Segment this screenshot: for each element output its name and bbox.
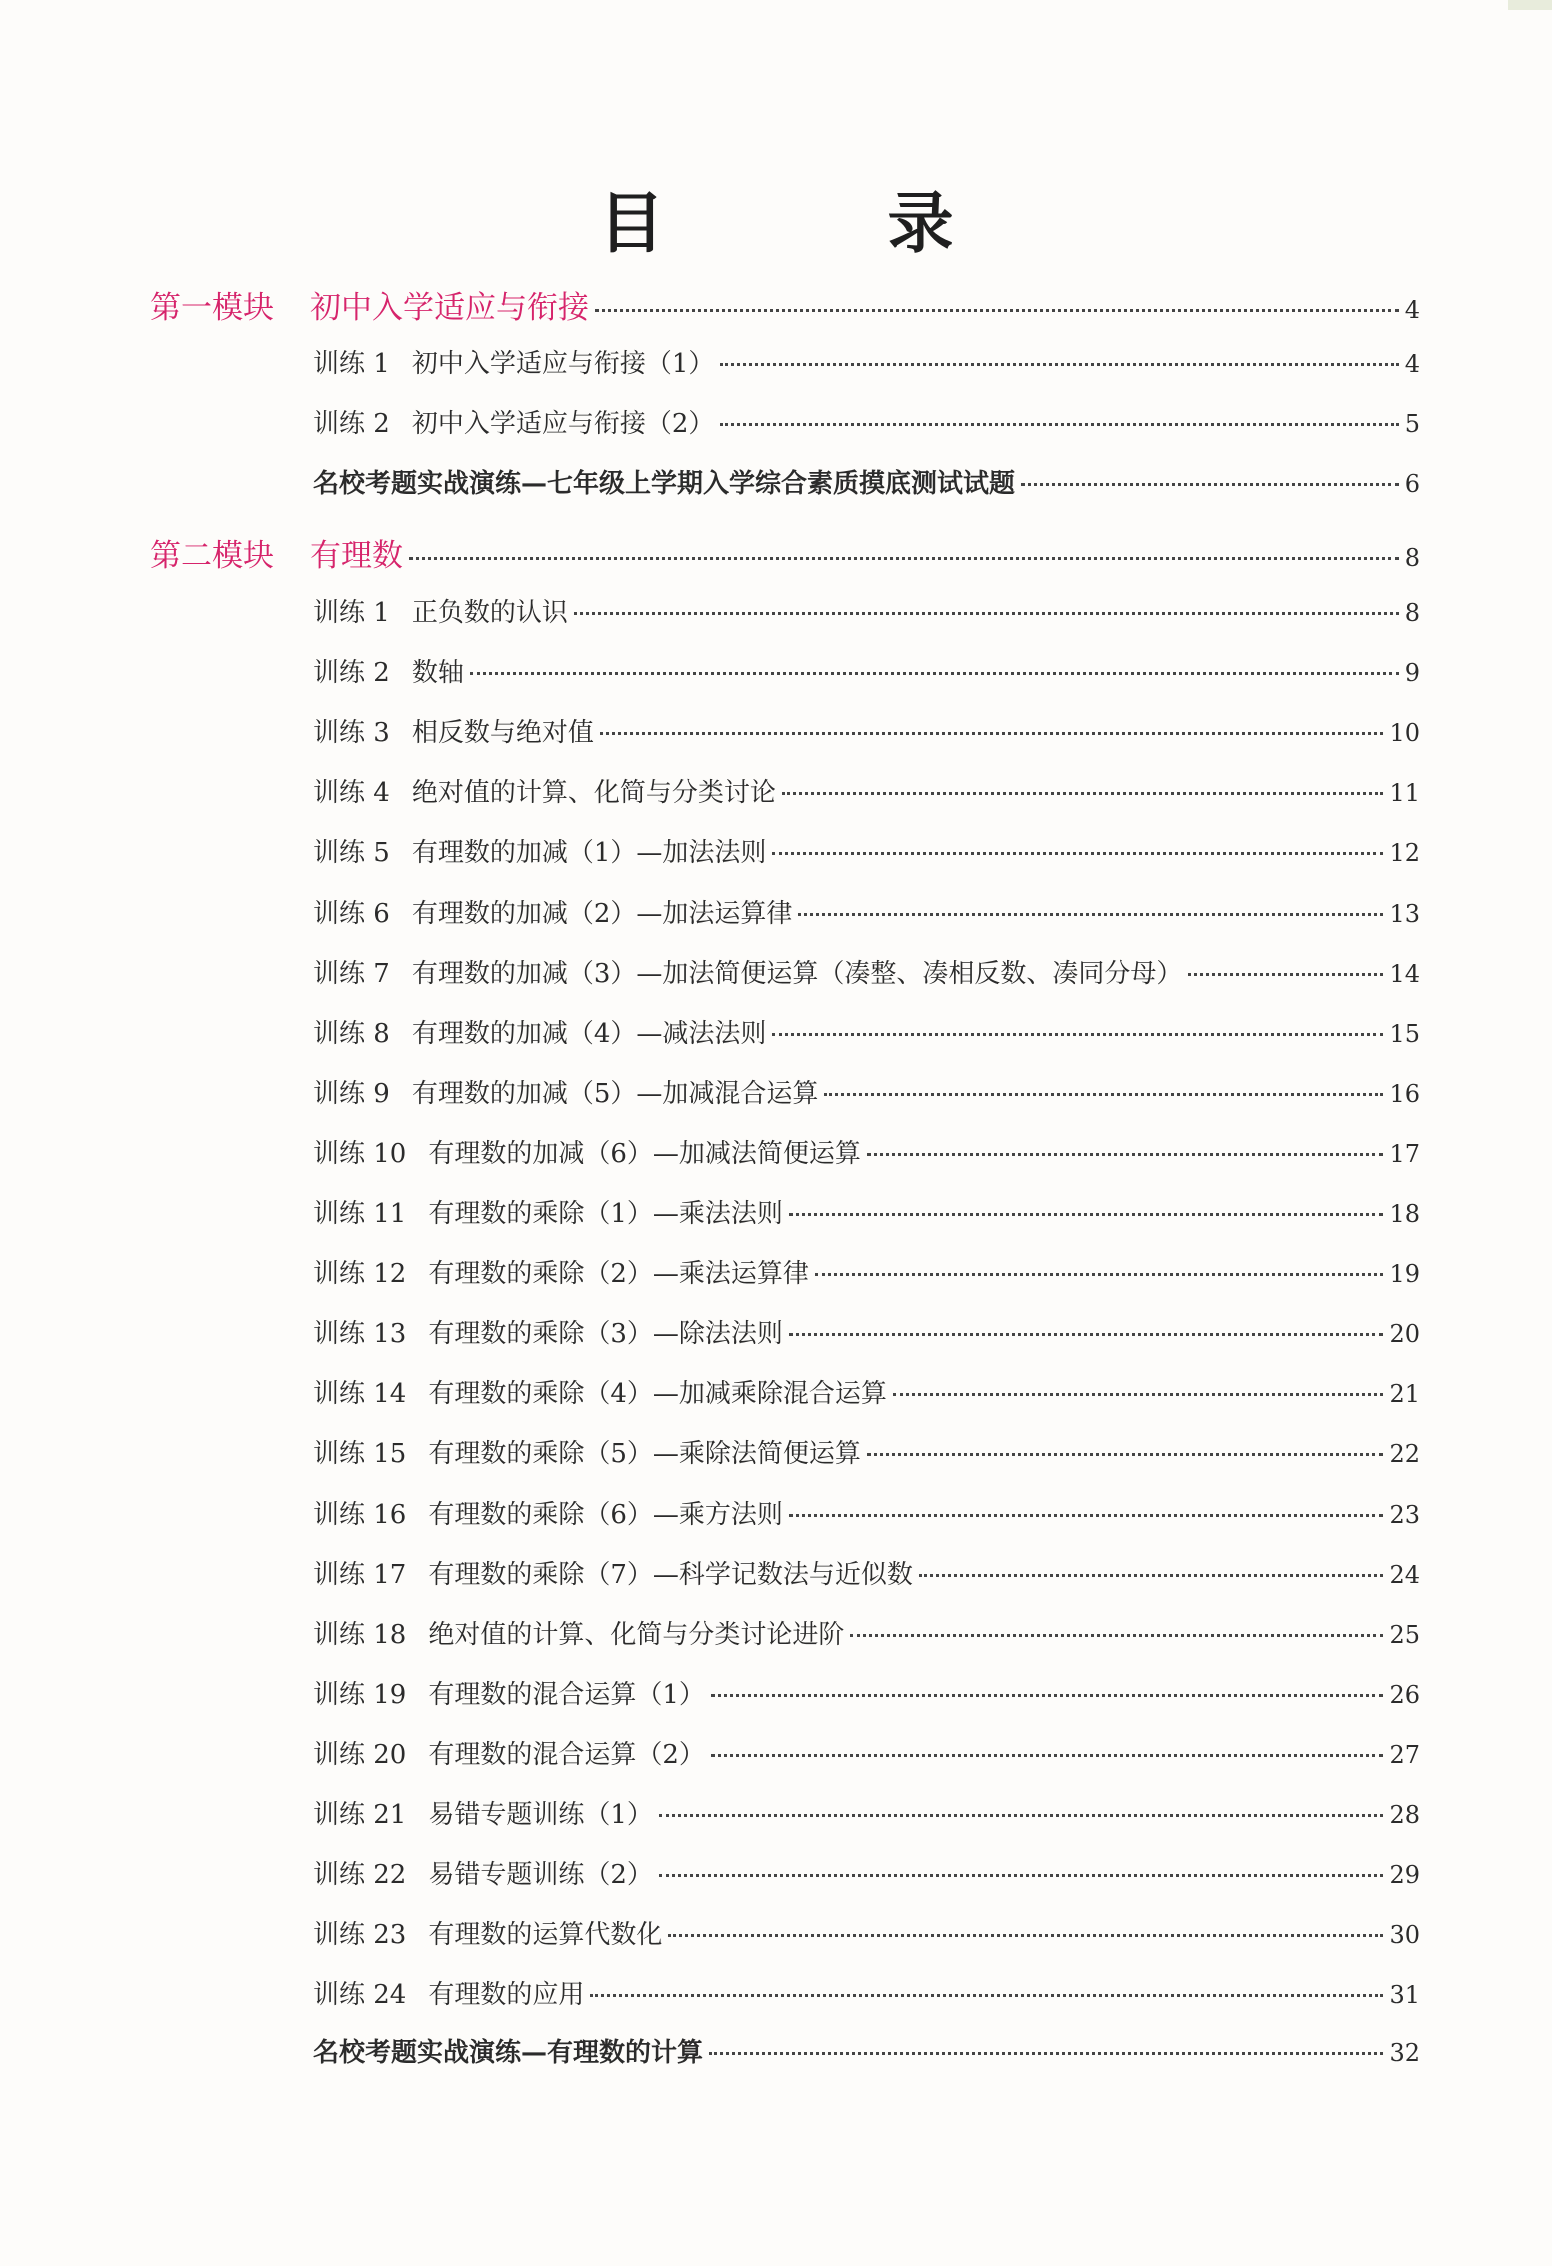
training-label [313,1554,913,1591]
training-code: 训练 8 [313,1019,390,1049]
training-label [313,1974,584,2011]
dot-leader [789,1333,1384,1336]
training-label [313,1253,809,1290]
dot-leader [711,1694,1384,1697]
dot-leader [659,1814,1384,1817]
dot-leader [867,1153,1384,1156]
dot-leader [798,913,1383,916]
training-label [313,953,1182,990]
training-title: 有理数的运算代数化 [428,1920,663,1950]
training-title: 正负数的认识 [411,598,568,628]
dot-leader [409,557,1399,560]
training-title: 数轴 [411,658,464,688]
training-code: 训练 19 [313,1680,407,1710]
training-entry[interactable] [313,343,1420,387]
training-entry[interactable] [313,953,1420,997]
page-number: 12 [1389,839,1420,867]
training-label [313,1013,766,1050]
training-code: 训练 21 [313,1800,407,1830]
training-code: 训练 16 [313,1500,407,1530]
training-code: 训练 2 [313,409,390,439]
training-title: 初中入学适应与衔接（1） [411,349,715,379]
training-code: 训练 5 [313,838,390,868]
page-number: 24 [1389,1561,1420,1589]
training-entry[interactable] [313,772,1420,816]
dot-leader [772,1033,1383,1036]
page-number: 26 [1389,1681,1420,1709]
dot-leader [824,1093,1383,1096]
training-code: 训练 11 [313,1199,407,1229]
training-entry[interactable] [313,1914,1420,1958]
page-number: 20 [1389,1320,1420,1348]
page-number: 27 [1389,1741,1420,1769]
training-entry[interactable] [313,1253,1420,1297]
module-number: 第二模块 [150,538,274,574]
training-entry[interactable] [313,1614,1420,1658]
dot-leader [711,1754,1384,1757]
training-title: 有理数的加减（2）—加法运算律 [411,899,793,929]
training-code: 训练 2 [313,658,390,688]
training-entry[interactable] [313,893,1420,937]
page-number: 13 [1389,900,1420,928]
dot-leader [782,792,1384,795]
module-heading-2[interactable] [150,530,1420,574]
training-title: 有理数的乘除（6）—乘方法则 [428,1500,783,1530]
training-code: 训练 10 [313,1139,407,1169]
training-title: 有理数的混合运算（2） [428,1740,705,1770]
training-label [313,712,594,749]
training-title: 有理数的乘除（4）—加减乘除混合运算 [428,1379,887,1409]
training-code: 训练 15 [313,1439,407,1469]
page-title: 目 录 [598,184,1054,262]
dot-leader [789,1213,1384,1216]
training-label [313,1193,783,1230]
training-code: 训练 1 [313,349,390,379]
training-title: 易错专题训练（2） [428,1860,653,1890]
page-number: 8 [1404,544,1420,572]
training-title: 有理数的加减（4）—减法法则 [411,1019,767,1049]
training-entry[interactable] [313,403,1420,447]
dot-leader [772,852,1383,855]
page-number: 29 [1389,1861,1420,1889]
page-number: 32 [1389,2039,1420,2067]
training-code: 训练 3 [313,718,390,748]
training-label [313,893,792,930]
module-heading-1[interactable] [150,282,1420,326]
page-number: 5 [1404,410,1420,438]
training-label [313,1614,844,1651]
page-number: 23 [1389,1501,1420,1529]
training-code: 训练 20 [313,1740,407,1770]
dot-leader [867,1453,1384,1456]
training-code: 训练 1 [313,598,390,628]
exam-title: 名校考题实战演练—七年级上学期入学综合素质摸底测试试题 [313,469,1016,499]
training-label [313,652,464,689]
page-number: 17 [1389,1140,1420,1168]
page-number: 10 [1389,719,1420,747]
training-title: 初中入学适应与衔接（2） [411,409,715,439]
module-label [150,530,403,575]
training-label [313,343,714,380]
dot-leader [720,363,1398,366]
training-title: 相反数与绝对值 [411,718,594,748]
training-entry[interactable] [313,832,1420,876]
training-code: 训练 24 [313,1980,407,2010]
training-title: 有理数的混合运算（1） [428,1680,705,1710]
page-number: 18 [1389,1200,1420,1228]
dot-leader [789,1514,1384,1517]
training-label [313,1133,861,1170]
training-label [313,1794,653,1831]
training-label [313,403,714,440]
training-label [313,832,766,869]
training-title: 易错专题训练（1） [428,1800,653,1830]
page-number: 4 [1404,350,1420,378]
training-code: 训练 7 [313,959,390,989]
training-code: 训练 9 [313,1079,390,1109]
module-title: 初中入学适应与衔接 [310,290,589,326]
dot-leader [893,1393,1384,1396]
page-number: 28 [1389,1801,1420,1829]
training-title: 有理数的应用 [428,1980,585,2010]
page-number: 30 [1389,1921,1420,1949]
training-entry[interactable] [313,1373,1420,1417]
exam-title: 名校考题实战演练—有理数的计算 [313,2038,704,2068]
dot-leader [659,1874,1384,1877]
training-label [313,1313,783,1350]
training-label [313,1854,653,1891]
training-code: 训练 22 [313,1860,407,1890]
page-number: 11 [1389,779,1420,807]
dot-leader [1021,483,1399,486]
dot-leader [470,672,1399,675]
page-number: 19 [1389,1260,1420,1288]
dot-leader [815,1273,1384,1276]
dot-leader [709,2052,1383,2055]
training-label [313,1674,705,1711]
training-title: 有理数的加减（5）—加减混合运算 [411,1079,819,1109]
training-entry[interactable] [313,1133,1420,1177]
exam-entry[interactable] [313,2032,1420,2076]
training-title: 有理数的乘除（5）—乘除法简便运算 [428,1439,861,1469]
training-title: 有理数的乘除（3）—除法法则 [428,1319,783,1349]
training-entry[interactable] [313,1734,1420,1778]
dot-leader [720,423,1398,426]
training-entry[interactable] [313,1974,1420,2018]
page-number: 8 [1404,599,1420,627]
training-entry[interactable] [313,652,1420,696]
dot-leader [1188,973,1383,976]
training-entry[interactable] [313,1794,1420,1838]
module-label [150,282,589,327]
training-label [313,1373,887,1410]
training-entry[interactable] [313,1554,1420,1598]
dot-leader [590,1994,1383,1997]
training-label [313,1433,861,1470]
training-label [313,1494,783,1531]
training-entry[interactable] [313,1013,1420,1057]
training-code: 训练 6 [313,899,390,929]
dot-leader [595,309,1399,312]
page-number: 6 [1404,470,1420,498]
training-entry[interactable] [313,1073,1420,1117]
training-entry[interactable] [313,592,1420,636]
training-code: 训练 18 [313,1620,407,1650]
training-label [313,1073,818,1110]
dot-leader [574,612,1399,615]
training-entry[interactable] [313,1433,1420,1477]
training-label [313,1914,662,1951]
training-title: 有理数的乘除（1）—乘法法则 [428,1199,783,1229]
page-number: 25 [1389,1621,1420,1649]
training-entry[interactable] [313,1854,1420,1898]
training-entry[interactable] [313,1674,1420,1718]
training-label [313,592,568,629]
page-number: 15 [1389,1020,1420,1048]
dot-leader [850,1634,1383,1637]
page-number: 9 [1404,659,1420,687]
training-entry[interactable] [313,1313,1420,1357]
dot-leader [668,1934,1383,1937]
dot-leader [600,732,1384,735]
page-number: 31 [1389,1981,1420,2009]
module-title: 有理数 [310,538,403,574]
training-entry[interactable] [313,1193,1420,1237]
training-title: 有理数的乘除（7）—科学记数法与近似数 [428,1560,913,1590]
training-code: 训练 17 [313,1560,407,1590]
training-entry[interactable] [313,712,1420,756]
page-number: 21 [1389,1380,1420,1408]
training-title: 有理数的加减（1）—加法法则 [411,838,767,868]
training-title: 有理数的乘除（2）—乘法运算律 [428,1259,809,1289]
training-code: 训练 23 [313,1920,407,1950]
training-code: 训练 12 [313,1259,407,1289]
training-label [313,772,776,809]
training-title: 有理数的加减（6）—加减法简便运算 [428,1139,861,1169]
page-number: 4 [1404,296,1420,324]
dot-leader [919,1574,1384,1577]
exam-entry[interactable] [313,463,1420,507]
training-code: 训练 14 [313,1379,407,1409]
training-code: 训练 4 [313,778,390,808]
training-title: 有理数的加减（3）—加法简便运算（凑整、凑相反数、凑同分母） [411,959,1183,989]
page-number: 22 [1389,1440,1420,1468]
training-label [313,1734,705,1771]
module-number: 第一模块 [150,290,274,326]
training-code: 训练 13 [313,1319,407,1349]
page-number: 16 [1389,1080,1420,1108]
page-number: 14 [1389,960,1420,988]
training-entry[interactable] [313,1494,1420,1538]
training-title: 绝对值的计算、化简与分类讨论 [411,778,776,808]
training-title: 绝对值的计算、化简与分类讨论进阶 [428,1620,845,1650]
